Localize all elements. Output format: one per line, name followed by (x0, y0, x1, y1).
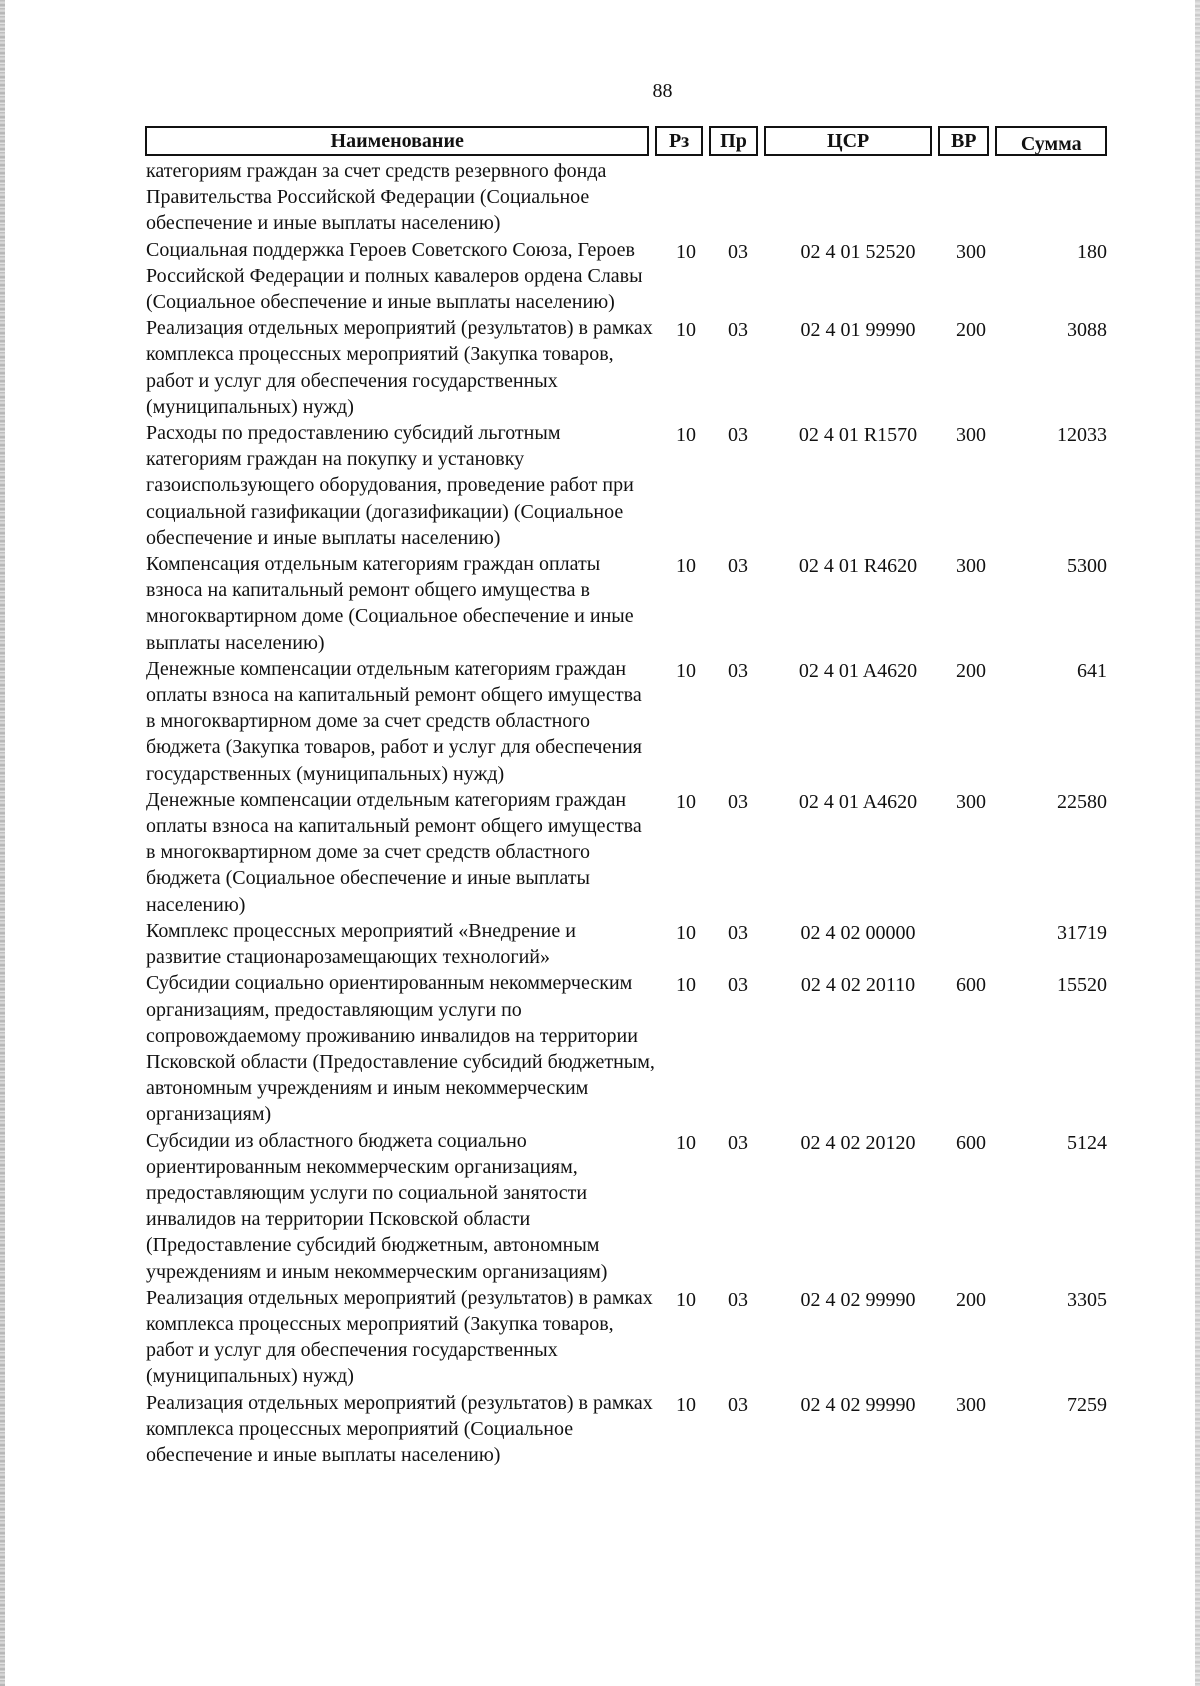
cell-pr (710, 158, 766, 160)
cell-csr: 02 4 01 A4620 (798, 659, 918, 682)
cell-csr: 02 4 01 R1570 (798, 424, 918, 447)
table-row (145, 656, 1107, 787)
cell-pr: 03 (728, 1393, 748, 1416)
table-row (145, 237, 1107, 316)
cell-csr: 02 4 01 R4620 (798, 555, 918, 578)
cell-csr: 02 4 02 20120 (800, 1131, 916, 1154)
table-row (145, 158, 1107, 237)
cell-csr: 02 4 02 99990 (800, 1288, 916, 1311)
table-row (145, 420, 1107, 551)
cell-sum: 31719 (1057, 921, 1107, 944)
table-row (145, 970, 1107, 1127)
cell-sum: 3305 (1067, 1288, 1107, 1311)
cell-rz: 10 (676, 1131, 696, 1154)
cell-sum: 5124 (1067, 1131, 1107, 1154)
cell-pr: 03 (728, 319, 748, 342)
cell-csr: 02 4 02 99990 (800, 1393, 916, 1416)
cell-name: Социальная поддержка Героев Советского Союза, Героев Российской Федерации и полных кавалеров ордена Славы (Социальное обеспечение и иные выплаты населению) (146, 238, 643, 314)
cell-rz: 10 (676, 1393, 696, 1416)
cell-sum: 12033 (1057, 424, 1107, 447)
table-row (145, 551, 1107, 656)
header-name: Наименование (145, 126, 649, 156)
budget-table (145, 126, 1107, 1468)
cell-vr: 200 (956, 1288, 986, 1311)
cell-name: Денежные компенсации отдельным категориям граждан оплаты взноса на капитальный ремонт общего имущества в многоквартирном доме за счет средств областного бюджета (Закупка товаров, работ и услуг для обеспечения государственных (муниципальных) нужд) (146, 657, 642, 785)
cell-sum: 7259 (1067, 1393, 1107, 1416)
cell-name: Компенсация отдельным категориям граждан оплаты взноса на капитальный ремонт общего имущества в многоквартирном доме (Социальное обеспечение и иные выплаты населению) (146, 553, 634, 654)
cell-name: Расходы по предоставлению субсидий льготным категориям граждан на покупку и установку газоиспользующего оборудования, проведение работ при социальной газификации (догазификации) (Социальное обеспечение и иные выплаты населению) (146, 422, 634, 549)
cell-vr: 200 (956, 319, 986, 342)
header-sum: Сумма (995, 126, 1107, 156)
table-row (145, 1285, 1107, 1390)
table-row (145, 787, 1107, 918)
cell-pr: 03 (728, 240, 748, 263)
cell-name: Денежные компенсации отдельным категориям граждан оплаты взноса на капитальный ремонт общего имущества в многоквартирном доме за счет средств областного бюджета (Социальное обеспечение и иные выплаты населению) (146, 788, 642, 916)
scan-edge-left (0, 0, 5, 1686)
cell-rz: 10 (676, 1288, 696, 1311)
cell-pr: 03 (728, 790, 748, 813)
table-row (145, 1390, 1107, 1469)
header-rz: Рз (655, 126, 702, 156)
cell-name: категориям граждан за счет средств резервного фонда Правительства Российской Федерации (Социальное обеспечение и иные выплаты населению) (146, 160, 607, 235)
cell-name: Реализация отдельных мероприятий (результатов) в рамках комплекса процессных мероприятий (Закупка товаров, работ и услуг для обеспечения государственных (муниципальных) нужд) (146, 317, 653, 418)
header-vr: ВР (938, 126, 989, 156)
cell-name: Реализация отдельных мероприятий (результатов) в рамках комплекса процессных мероприятий (Социальное обеспечение и иные выплаты населению) (146, 1391, 653, 1466)
cell-vr (942, 918, 1000, 920)
cell-pr: 03 (728, 974, 748, 997)
table-body (145, 158, 1107, 1468)
cell-pr: 03 (728, 1288, 748, 1311)
cell-sum: 22580 (1057, 790, 1107, 813)
cell-rz: 10 (676, 319, 696, 342)
table-row (145, 918, 1107, 970)
cell-name: Реализация отдельных мероприятий (результатов) в рамках комплекса процессных мероприятий (Закупка товаров, работ и услуг для обеспечения государственных (муниципальных) нужд) (146, 1286, 653, 1388)
cell-vr (942, 158, 1000, 160)
table-row (145, 1128, 1107, 1285)
cell-vr: 300 (956, 424, 986, 447)
cell-sum: 15520 (1057, 974, 1107, 997)
cell-vr: 200 (956, 659, 986, 682)
cell-sum: 641 (1077, 659, 1107, 682)
cell-pr: 03 (728, 921, 748, 944)
cell-pr: 03 (728, 1131, 748, 1154)
cell-csr: 02 4 01 52520 (800, 240, 916, 263)
cell-sum (1000, 158, 1107, 160)
cell-rz: 10 (676, 240, 696, 263)
page-number: 88 (652, 80, 673, 102)
cell-pr: 03 (728, 555, 748, 578)
cell-rz: 10 (676, 659, 696, 682)
cell-rz: 10 (676, 921, 696, 944)
cell-csr: 02 4 02 00000 (800, 921, 916, 944)
cell-name: Субсидии из областного бюджета социально ориентированным некоммерческим организациям, предоставляющим услуги по социальной занятости инвалидов на территории Псковской области (Предоставление субсидий бюджетным, автономным учреждениям и иным некоммерческим организациям) (146, 1129, 608, 1283)
cell-sum: 3088 (1067, 319, 1107, 342)
header-csr: ЦСР (764, 126, 932, 156)
cell-vr: 300 (956, 555, 986, 578)
cell-vr: 600 (956, 974, 986, 997)
header-pr: Пр (709, 126, 758, 156)
cell-vr: 300 (956, 1393, 986, 1416)
cell-vr: 300 (956, 790, 986, 813)
scan-edge-right (1195, 0, 1200, 1686)
cell-pr: 03 (728, 659, 748, 682)
cell-rz: 10 (676, 555, 696, 578)
cell-rz (656, 158, 710, 160)
cell-csr (766, 158, 942, 160)
cell-vr: 600 (956, 1131, 986, 1154)
cell-csr: 02 4 01 A4620 (798, 790, 918, 813)
cell-csr: 02 4 02 20110 (800, 974, 916, 997)
cell-name: Комплекс процессных мероприятий «Внедрение и развитие стационарозамещающих технологий» (146, 919, 576, 969)
table-header (145, 126, 1107, 156)
cell-name: Субсидии социально ориентированным некоммерческим организациям, предоставляющим услуги по сопровождаемому проживанию инвалидов на территории Псковской области (Предоставление субсидий бюджетным, автономным учреждениям и иным некоммерческим организациям) (146, 972, 655, 1126)
cell-pr: 03 (728, 424, 748, 447)
cell-rz: 10 (676, 790, 696, 813)
cell-rz: 10 (676, 424, 696, 447)
table-row (145, 315, 1107, 420)
cell-vr: 300 (956, 240, 986, 263)
cell-sum: 5300 (1067, 555, 1107, 578)
cell-csr: 02 4 01 99990 (800, 319, 916, 342)
cell-rz: 10 (676, 974, 696, 997)
cell-sum: 180 (1077, 240, 1107, 263)
